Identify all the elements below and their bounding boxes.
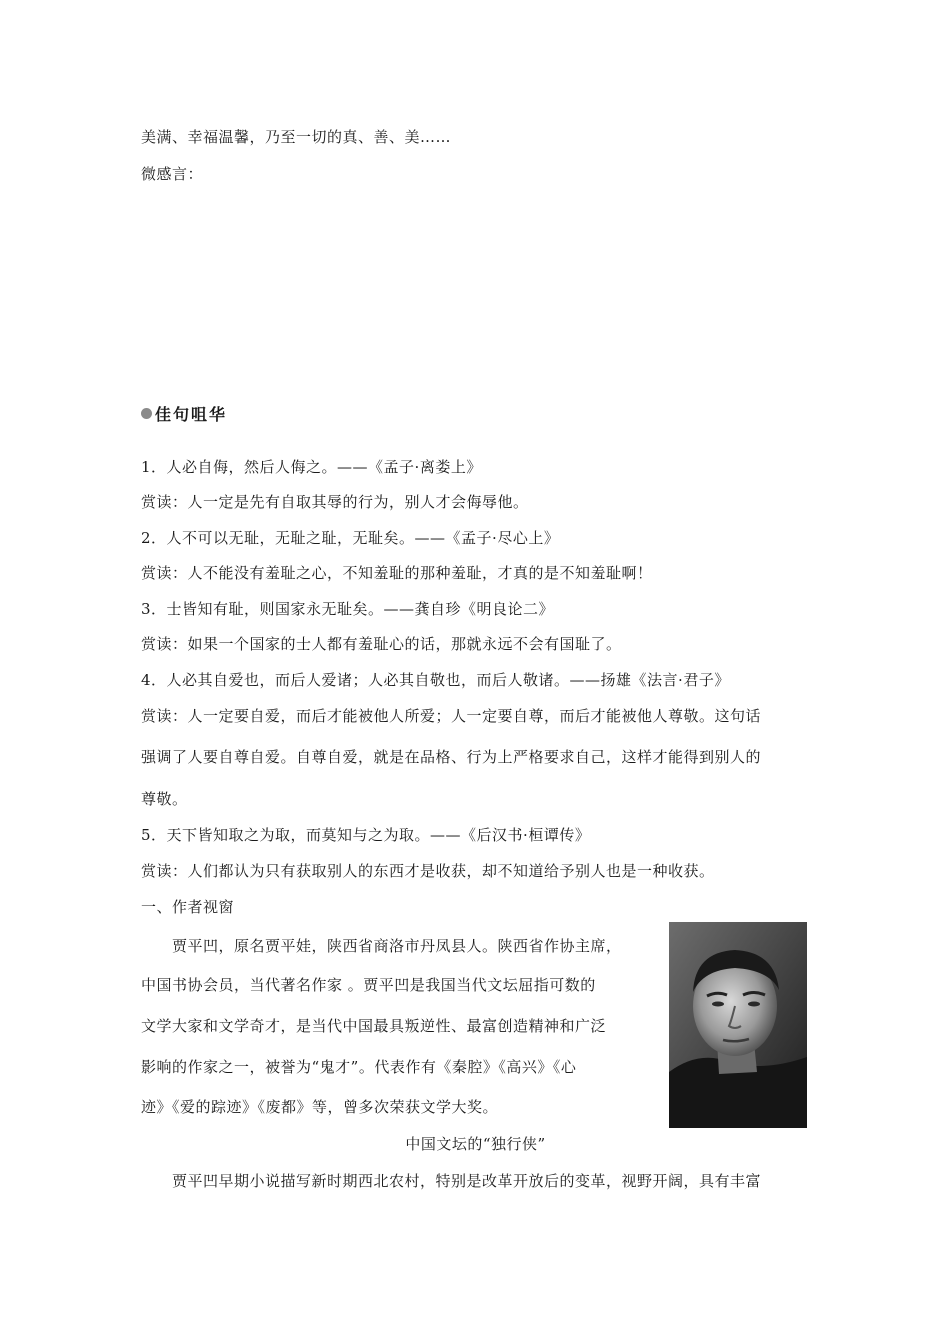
- section-title: 佳句咀华: [155, 405, 228, 424]
- author-line-2: 中国书协会员，当代著名作家 。贾平凹是我国当代文坛屈指可数的: [141, 976, 596, 994]
- quote-4-comment-line-2: 强调了人要自尊自爱。自尊自爱，就是在品格、行为上严格要求自己，这样才能得到别人的: [141, 748, 762, 766]
- quote-4-comment-line-1: 赏读：人一定要自爱，而后才能被他人所爱；人一定要自尊，而后才能被他人尊敬。这句话: [141, 707, 762, 725]
- author-paragraph-start: 贾平凹早期小说描写新时期西北农村，特别是改革开放后的变革，视野开阔，具有丰富: [172, 1172, 762, 1190]
- top-line-1: 美满、幸福温馨，乃至一切的真、善、美……: [141, 128, 452, 146]
- author-line-1: 贾平凹，原名贾平娃，陕西省商洛市丹凤县人。陕西省作协主席，: [172, 937, 622, 955]
- author-line-5: 迹》《爱的踪迹》《废都》等，曾多次荣获文学大奖。: [141, 1098, 499, 1116]
- quote-2: 2．人不可以无耻，无耻之耻，无耻矣。——《孟子·尽心上》: [141, 529, 560, 547]
- quote-1: 1．人必自侮，然后人侮之。——《孟子·离娄上》: [141, 458, 482, 476]
- quote-4-comment-line-3: 尊敬。: [141, 790, 188, 808]
- author-line-4: 影响的作家之一，被誉为“鬼才”。代表作有《秦腔》《高兴》《心: [141, 1058, 577, 1076]
- quote-3: 3．士皆知有耻，则国家永无耻矣。——龚自珍《明良论二》: [141, 600, 555, 618]
- quote-5: 5．天下皆知取之为取，而莫知与之为取。——《后汉书·桓谭传》: [141, 826, 591, 844]
- quote-3-comment: 赏读：如果一个国家的士人都有羞耻心的话，那就永远不会有国耻了。: [141, 635, 622, 653]
- author-line-3: 文学大家和文学奇才，是当代中国最具叛逆性、最富创造精神和广泛: [141, 1017, 607, 1035]
- quote-2-comment: 赏读：人不能没有羞耻之心，不知羞耻的那种羞耻，才真的是不知羞耻啊！: [141, 564, 653, 582]
- author-photo: [669, 922, 807, 1128]
- quote-5-comment: 赏读：人们都认为只有获取别人的东西才是收获，却不知道给予别人也是一种收获。: [141, 862, 715, 880]
- bullet-icon: [141, 408, 152, 419]
- author-heading: 一、作者视窗: [141, 898, 235, 916]
- quote-4: 4．人必其自爱也，而后人爱诸；人必其自敬也，而后人敬诸。——扬雄《法言·君子》: [141, 671, 730, 689]
- section-heading: [141, 402, 227, 425]
- author-subtitle: 中国文坛的“独行侠”: [405, 1135, 546, 1153]
- top-line-2: 微感言：: [141, 165, 204, 183]
- quote-1-comment: 赏读：人一定是先有自取其辱的行为，别人才会侮辱他。: [141, 493, 529, 511]
